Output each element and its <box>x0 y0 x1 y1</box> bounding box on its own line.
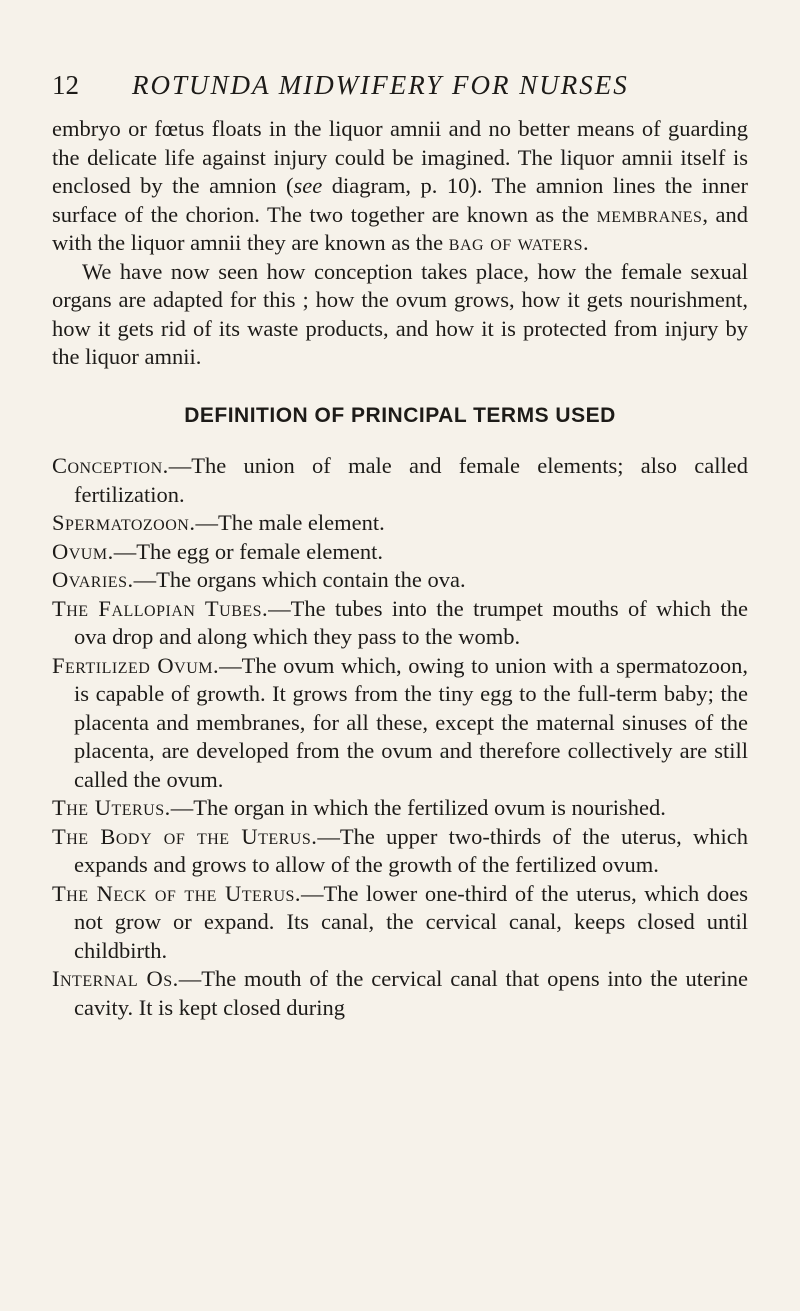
term-bag-of-waters: bag of waters <box>448 230 584 255</box>
definition-item <box>52 880 748 966</box>
text-run: diagram, p. 10). The amnion lines the inner surface of the chorion. The two together are known as the <box>52 173 748 227</box>
definition-item <box>52 452 748 509</box>
definition-item <box>52 595 748 652</box>
definition-term: Spermatozoon. <box>52 510 196 535</box>
definition-text: —The male element. <box>195 510 385 535</box>
running-head <box>52 70 748 110</box>
text-run: . <box>583 230 589 255</box>
definitions-list <box>52 452 748 1022</box>
definition-text: —The egg or female element. <box>113 538 383 564</box>
definition-term: Ovaries. <box>52 567 134 592</box>
definition-term: The Neck of the Uterus. <box>52 880 302 906</box>
definition-text: —The mouth of the cervical canal that opens into the uterine cavity. It is kept closed during <box>74 966 749 1020</box>
definition-term: The Uterus. <box>52 795 171 820</box>
paragraph-summary: We have now seen how conception takes place, how the female sexual organs are adapted for this ; how the ovum grows, how it gets nourishment, how it gets rid of its waste products, and how it is protected from injury by the liquor amnii. <box>52 258 748 369</box>
definition-term: The Fallopian Tubes. <box>52 595 269 621</box>
page-body <box>52 115 748 1022</box>
definition-term: Fertilized Ovum. <box>52 652 220 678</box>
page-number: 12 <box>52 70 79 100</box>
definition-text: —The union of male and female elements; also called fertilization. <box>74 453 748 507</box>
text-run: , and with the liquor amnii they are known as the <box>52 201 748 255</box>
definition-text: —The organ in which the fertilized ovum is nourished. <box>170 795 666 820</box>
definition-term: Ovum. <box>52 538 114 564</box>
definition-text: —The organs which contain the ova. <box>133 567 466 592</box>
definition-item <box>52 538 748 567</box>
definition-item <box>52 566 748 595</box>
definition-item <box>52 965 748 1022</box>
term-membranes: membranes <box>596 201 703 227</box>
definition-term: Conception. <box>52 453 169 478</box>
definition-text: —The ovum which, owing to union with a spermatozoon, is capable of growth. It grows from the tiny egg to the full-term baby; the placenta and membranes, for all these, except the maternal sinuses of the placenta, are developed from the ovum and therefore collectively are still called the ovum. <box>74 652 749 792</box>
definition-term: The Body of the Uterus. <box>52 823 318 849</box>
definition-item <box>52 794 748 823</box>
running-title: ROTUNDA MIDWIFERY FOR NURSES <box>132 70 629 100</box>
definition-item <box>52 823 748 880</box>
section-heading: DEFINITION OF PRINCIPAL TERMS USED <box>184 403 616 427</box>
definition-term: Internal Os. <box>52 966 179 991</box>
definition-text: —The lower one-third of the uterus, which does not grow or expand. Its canal, the cervical canal, keeps closed until childbirth. <box>74 880 749 963</box>
paragraph-continued <box>52 115 748 258</box>
text-run: embryo or fœtus floats in the liquor amnii and no better means of guarding the delicate life against injury could be imagined. The liquor amnii itself is enclosed by the amnion ( <box>52 116 748 198</box>
definition-item <box>52 509 748 538</box>
definition-text: —The upper two-thirds of the uterus, which expands and grows to allow of the growth of the fertilized ovum. <box>74 823 748 877</box>
definition-text: —The tubes into the trumpet mouths of which the ova drop and along which they pass to the womb. <box>74 595 748 649</box>
text-run-italic: see <box>293 173 323 198</box>
definition-item <box>52 652 748 795</box>
